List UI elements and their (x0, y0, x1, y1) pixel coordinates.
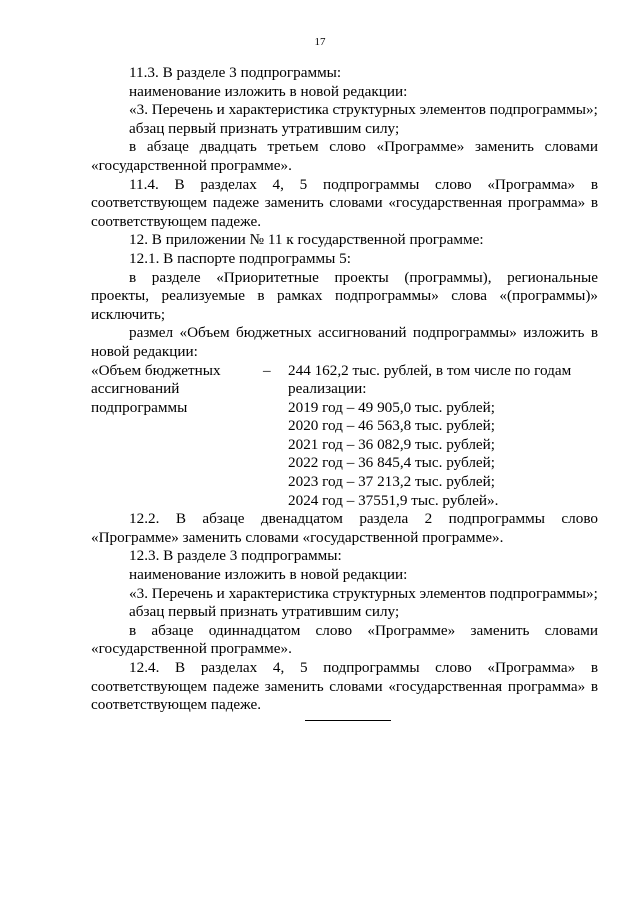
paragraph: наименование изложить в новой редакции: (129, 82, 408, 100)
document-body (91, 64, 598, 715)
paragraph: размел «Объем бюджетных ассигнований подпрограммы» изложить в новой редакции: (91, 324, 598, 360)
paragraph: 12.4. В разделах 4, 5 подпрограммы слово «Программа» в соответствующем падеже заменить словами «государственная программа» в соответствующем падеже. (91, 659, 598, 714)
budget-value-line: реализации: (288, 380, 367, 398)
budget-total-line: 244 162,2 тыс. рублей, в том числе по годам (288, 361, 572, 379)
paragraph: наименование изложить в новой редакции: (129, 566, 408, 584)
budget-dash: – (263, 361, 271, 379)
paragraph: 11.4. В разделах 4, 5 подпрограммы слово «Программа» в соответствующем падеже заменить словами «государственная программа» в соответствующем падеже. (91, 175, 598, 230)
paragraph: «3. Перечень и характеристика структурных элементов подпрограммы»; (129, 101, 598, 119)
budget-year-line: 2022 год – 36 845,4 тыс. рублей; (288, 454, 496, 472)
budget-year-line: 2024 год – 37551,9 тыс. рублей». (288, 491, 499, 509)
page-number: 17 (314, 36, 326, 48)
budget-year-line: 2023 год – 37 213,2 тыс. рублей; (288, 473, 496, 491)
budget-label-line: «Объем бюджетных (91, 361, 221, 379)
paragraph: 11.3. В разделе 3 подпрограммы: (129, 64, 342, 81)
closing-rule (305, 720, 391, 721)
budget-year-line: 2019 год – 49 905,0 тыс. рублей; (288, 398, 496, 416)
budget-year-line: 2020 год – 46 563,8 тыс. рублей; (288, 417, 496, 435)
paragraph: в абзаце двадцать третьем слово «Программе» заменить словами «государственной программе». (91, 138, 598, 174)
paragraph: 12.3. В разделе 3 подпрограммы: (129, 547, 342, 565)
budget-label (91, 362, 263, 511)
paragraph: в разделе «Приоритетные проекты (программы), региональные проекты, реализуемые в рамках подпрограммы» слова «(программы)» исключить; (91, 268, 598, 323)
budget-year-line: 2021 год – 36 082,9 тыс. рублей; (288, 435, 496, 453)
paragraph: 12. В приложении № 11 к государственной программе: (129, 231, 484, 249)
paragraph: 12.2. В абзаце двенадцатом раздела 2 подпрограммы слово «Программе» заменить словами «государственной программе». (91, 510, 598, 546)
budget-label-line: подпрограммы (91, 398, 188, 416)
budget-label-line: ассигнований (91, 380, 180, 398)
budget-table (91, 362, 598, 511)
budget-values (288, 362, 598, 511)
paragraph: абзац первый признать утратившим силу; (129, 119, 400, 137)
paragraph: 12.1. В паспорте подпрограммы 5: (129, 249, 351, 267)
paragraph: абзац первый признать утратившим силу; (129, 603, 400, 621)
paragraph: в абзаце одиннадцатом слово «Программе» заменить словами «государственной программе». (91, 621, 598, 658)
paragraph: «3. Перечень и характеристика структурных элементов подпрограммы»; (129, 584, 598, 602)
